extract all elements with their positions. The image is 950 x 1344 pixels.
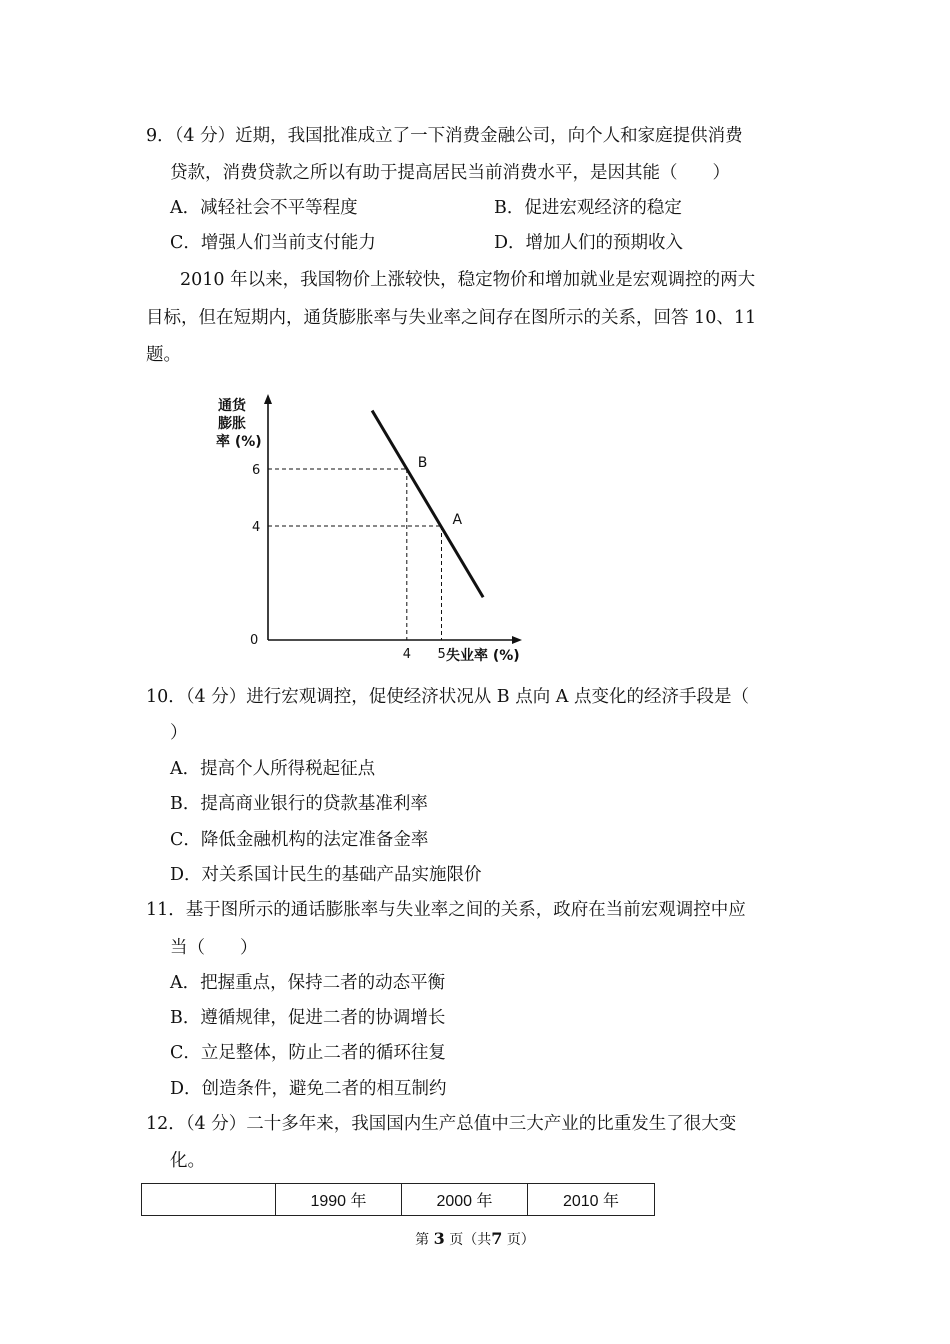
- table-header-row: [142, 1184, 655, 1216]
- q9-option-b[interactable]: B．促进宏观经济的稳定: [494, 198, 682, 218]
- q11-stem-line1: 11．基于图所示的通话膨胀率与失业率之间的关系，政府在当前宏观调控中应: [146, 900, 746, 920]
- x-axis-label: 失业率 (%): [446, 648, 520, 664]
- footer-mid: 页（共: [449, 1232, 492, 1248]
- y-axis-arrow: [264, 394, 272, 404]
- q11-option-c[interactable]: C．立足整体，防止二者的循环往复: [170, 1043, 446, 1063]
- q10-option-d[interactable]: D．对关系国计民生的基础产品实施限价: [170, 865, 482, 885]
- footer-page-number: 3: [433, 1229, 445, 1248]
- q9-stem-line1: 9．（4 分）近期，我国批准成立了一下消费金融公司，向个人和家庭提供消费: [146, 126, 743, 146]
- intro-line3: 题。: [146, 345, 181, 365]
- page-footer: [0, 1229, 950, 1249]
- y-tick-label: 4: [252, 520, 261, 535]
- industry-share-table: [141, 1183, 655, 1216]
- intro-line1: 2010 年以来，我国物价上涨较快，稳定物价和增加就业是宏观调控的两大: [180, 270, 756, 290]
- q9-option-d[interactable]: D．增加人们的预期收入: [494, 233, 684, 253]
- footer-total-pages: 7: [491, 1229, 503, 1248]
- x-tick-label: 5: [437, 647, 446, 662]
- phillips-curve-line: [372, 411, 483, 598]
- footer-post: 页）: [506, 1232, 535, 1248]
- q12-stem-line1: 12．（4 分）二十多年来，我国国内生产总值中三大产业的比重发生了很大变: [146, 1114, 737, 1134]
- q11-option-d[interactable]: D．创造条件，避免二者的相互制约: [170, 1079, 447, 1099]
- q10-option-b[interactable]: B．提高商业银行的贷款基准利率: [170, 794, 428, 814]
- q12-stem-line2: 化。: [170, 1151, 205, 1171]
- x-axis-arrow: [512, 636, 522, 644]
- y-axis-label-line3: 率 (%): [216, 434, 262, 450]
- x-tick-label: 4: [402, 647, 412, 662]
- q10-stem-line2: ）: [170, 723, 188, 743]
- y-axis-label-line1: 通货: [218, 398, 246, 414]
- table-header-cell: [142, 1184, 276, 1216]
- q11-option-b[interactable]: B．遵循规律，促进二者的协调增长: [170, 1008, 446, 1028]
- point-label-B: B: [417, 455, 428, 471]
- footer-pre: 第: [415, 1232, 430, 1248]
- table-header-cell: 2010 年: [528, 1184, 655, 1216]
- q10-stem-line1: 10．（4 分）进行宏观调控，促使经济状况从 B 点向 A 点变化的经济手段是（: [146, 687, 749, 707]
- phillips-curve-chart: [200, 392, 540, 674]
- q10-option-a[interactable]: A．提高个人所得税起征点: [170, 759, 376, 779]
- point-label-A: A: [452, 512, 463, 528]
- q11-stem-line2: 当（ ）: [170, 938, 258, 958]
- q10-option-c[interactable]: C．降低金融机构的法定准备金率: [170, 830, 429, 850]
- intro-line2: 目标，但在短期内，通货膨胀率与失业率之间存在图所示的关系，回答 10、11: [146, 308, 757, 328]
- table-header-cell: 2000 年: [402, 1184, 528, 1216]
- table-header-cell: 1990 年: [276, 1184, 402, 1216]
- y-axis-label-line2: 膨胀: [218, 416, 246, 432]
- q9-stem-line2: 贷款，消费贷款之所以有助于提高居民当前消费水平，是因其能（ ）: [170, 163, 730, 183]
- q9-option-c[interactable]: C．增强人们当前支付能力: [170, 233, 376, 253]
- y-tick-label: 6: [252, 463, 261, 478]
- q11-option-a[interactable]: A．把握重点，保持二者的动态平衡: [170, 973, 446, 993]
- origin-label: 0: [250, 633, 259, 648]
- q9-option-a[interactable]: A．减轻社会不平等程度: [170, 198, 358, 218]
